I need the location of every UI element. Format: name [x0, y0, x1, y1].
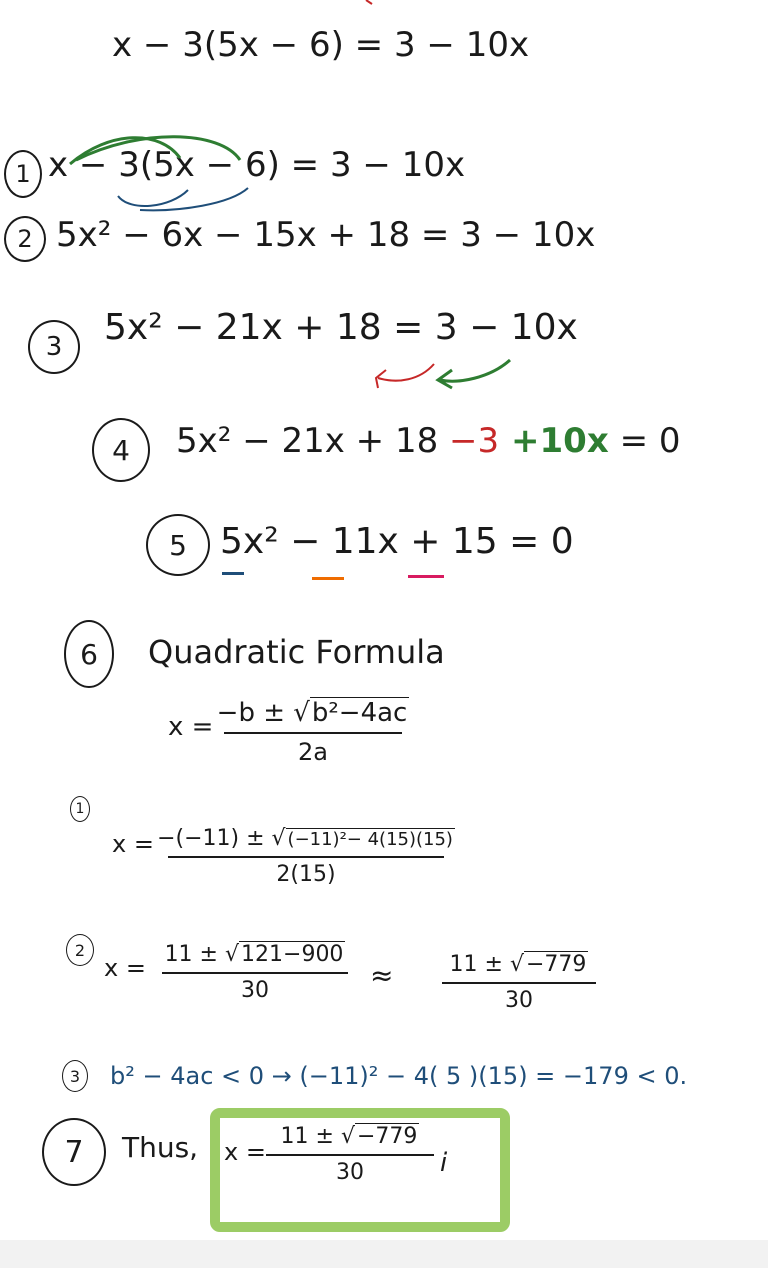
- underline-b-coefficient: [312, 577, 344, 580]
- answer-numerator-pre: 11 ±: [280, 1124, 341, 1149]
- step-2-number: 2: [4, 216, 46, 262]
- quadratic-formula: [216, 698, 408, 766]
- approx-sign: ≈: [370, 959, 394, 992]
- answer-fraction: [266, 1126, 434, 1184]
- substep-2-numerator: [165, 944, 346, 966]
- radical-icon: √: [509, 952, 524, 977]
- step-5-number: 5: [146, 514, 210, 576]
- substep-2-fraction: [162, 944, 348, 1002]
- radical-icon: √: [293, 698, 310, 728]
- fraction-bar: [442, 982, 596, 984]
- step-4-number: 4: [92, 418, 150, 482]
- step-6-label: Quadratic Formula: [148, 633, 445, 671]
- page-bottom-band: [0, 1240, 768, 1268]
- substep-1-numerator-pre: −(−11) ±: [157, 826, 272, 851]
- step-4-red-term: −3: [438, 421, 500, 461]
- distribute-arc-blue-1: [118, 190, 188, 206]
- formula-numerator-pre: −b ±: [216, 698, 294, 728]
- substep-2-numerator2-pre: 11 ±: [449, 952, 510, 977]
- substep-2-numerator-pre: 11 ±: [164, 942, 225, 967]
- substep-3-number: 3: [62, 1060, 88, 1092]
- substep-1-numerator: [157, 828, 455, 850]
- formula-numerator: [217, 700, 410, 726]
- substep-2-denominator2: 30: [505, 988, 533, 1013]
- step-2-expression: 5x² − 6x − 15x + 18 = 3 − 10x: [56, 215, 596, 255]
- substep-2-denominator: 30: [241, 978, 269, 1003]
- move-term-arrow-red: [376, 364, 434, 388]
- substep-1-lhs: x =: [112, 830, 154, 858]
- step-4-right: = 0: [608, 421, 681, 461]
- underline-c-coefficient: [408, 575, 444, 578]
- header-equation: x − 3(5x − 6) = 3 − 10x: [112, 25, 530, 65]
- formula-radicand: b²−4ac: [311, 698, 408, 728]
- formula-lhs: x =: [168, 712, 214, 742]
- step-5-expression: 5x² − 11x + 15 = 0: [220, 521, 574, 562]
- top-red-mark: [366, 0, 372, 4]
- answer-denominator: 30: [336, 1160, 364, 1185]
- step-4-left: 5x² − 21x + 18: [176, 421, 439, 461]
- answer-numerator: [281, 1126, 420, 1148]
- fraction-bar: [162, 972, 348, 974]
- radical-icon: √: [340, 1124, 355, 1149]
- underline-a-coefficient: [222, 572, 244, 575]
- step-1-expression: x − 3(5x − 6) = 3 − 10x: [48, 145, 466, 185]
- substep-1-fraction: [157, 826, 453, 887]
- substep-2-numerator2: [450, 954, 589, 976]
- step-7-number: 7: [42, 1118, 106, 1186]
- substep-2-lhs: x =: [104, 954, 146, 982]
- substep-1-radicand: (−11)²− 4(15)(15): [287, 829, 453, 850]
- formula-denominator: 2a: [298, 738, 328, 766]
- step-7-label: Thus,: [122, 1131, 199, 1164]
- move-term-arrow-green: [438, 360, 510, 388]
- step-3-expression: 5x² − 21x + 18 = 3 − 10x: [104, 307, 578, 348]
- answer-lhs: x =: [224, 1138, 266, 1166]
- fraction-bar: [266, 1154, 434, 1156]
- radical-icon: √: [224, 942, 240, 967]
- distribute-arc-blue-2: [140, 188, 248, 210]
- step-1-number: 1: [4, 150, 42, 198]
- fraction-bar: [224, 732, 402, 734]
- substep-2-radicand2: −779: [526, 952, 587, 977]
- step-6-number: 6: [64, 620, 114, 688]
- answer-radicand: −779: [357, 1124, 418, 1149]
- substep-3-expression: b² − 4ac < 0 → (−11)² − 4( 5 )(15) = −179 < 0.: [110, 1062, 688, 1090]
- step-4-expression: [176, 421, 681, 461]
- answer-imaginary-unit: i: [440, 1148, 448, 1178]
- substep-2-number: 2: [66, 934, 94, 966]
- fraction-bar: [168, 856, 444, 858]
- substep-2-radicand: 121−900: [241, 942, 344, 967]
- step-3-number: 3: [28, 320, 80, 374]
- step-4-green-term: +10x: [499, 421, 609, 461]
- substep-1-number: 1: [70, 796, 90, 822]
- substep-2-simplified-fraction: [442, 954, 596, 1012]
- substep-1-denominator: 2(15): [276, 862, 336, 887]
- radical-icon: √: [271, 826, 286, 851]
